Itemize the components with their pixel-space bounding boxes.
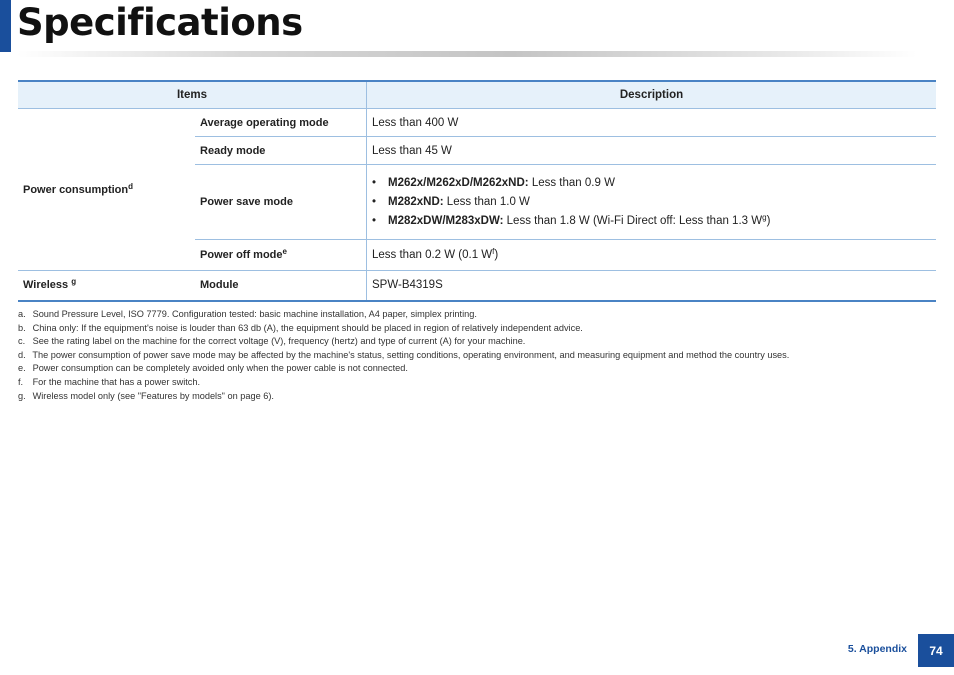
footnote-item: f. For the machine that has a power switch. — [18, 376, 201, 387]
wireless-cell — [18, 271, 195, 301]
power-consumption-label: Power consumption — [23, 183, 129, 196]
ready-mode-value: Less than 45 W — [367, 137, 937, 165]
spec-table — [18, 80, 936, 302]
page-title: Specifications — [17, 1, 303, 44]
footnote-item: d. The power consumption of power save mode may be affected by the machine's status, setting conditions, operating environment, and measuring equipment and method the country uses. — [18, 349, 790, 360]
footnote-item: b. China only: If the equipment's noise is louder than 63 db (A), the equipment should be placed in region of relatively independent advice. — [18, 322, 583, 333]
footnotes — [18, 308, 936, 403]
power-save-mode-label: Power save mode — [195, 165, 366, 240]
list-item: • M282xDW/M283xDW: Less than 1.8 W (Wi-Fi Direct off: Less than 1.3 $W^g$) — [372, 214, 931, 229]
footnote-item: a. Sound Pressure Level, ISO 7779. Configuration tested: basic machine installation, A4 paper, simplex printing. — [18, 309, 477, 319]
wireless-label: Wireless — [23, 279, 72, 292]
footnote-item: g. Wireless model only (see "Features by models" on page 6). — [18, 390, 274, 401]
power-off-mode-label: Power off mode$^e$ — [195, 240, 366, 271]
header-description: Description — [367, 81, 937, 109]
footnote-ref-e: e — [282, 247, 287, 256]
table-row — [18, 109, 936, 137]
footnote-ref-d: d — [128, 181, 134, 191]
footnote-item: c. See the rating label on the machine for the correct voltage (V), frequency (hertz) and type of current (A) for your machine. — [18, 336, 526, 347]
page-number: 74 — [918, 634, 954, 667]
title-accent-bar — [0, 0, 11, 52]
module-value: SPW-B4319S — [367, 271, 937, 301]
power-consumption-cell — [18, 109, 195, 271]
title-underline — [17, 51, 917, 57]
power-save-mode-value — [367, 165, 937, 240]
table-header-row — [18, 81, 936, 109]
average-mode-value: Less than 400 W — [367, 109, 937, 137]
footer-section-label: 5. Appendix — [847, 643, 907, 655]
list-item: • M282xND: Less than 1.0 W — [372, 195, 931, 210]
table-row — [18, 271, 936, 301]
ready-mode-label: Ready mode — [195, 137, 366, 165]
power-save-list — [372, 176, 931, 229]
power-off-mode-value: Less than 0.2 W (0.1 $W^f$) — [367, 240, 937, 271]
header-items: Items — [18, 81, 367, 109]
footnote-item: e. Power consumption can be completely avoided only when the power cable is not connected. — [18, 363, 408, 374]
footnote-ref-g: g — [71, 277, 77, 287]
average-mode-label: Average operating mode — [195, 109, 366, 137]
list-item: • M262x/M262xD/M262xND: Less than 0.9 W — [372, 176, 931, 191]
footnote-ref-f: f — [492, 247, 495, 256]
module-label: Module — [195, 271, 366, 301]
